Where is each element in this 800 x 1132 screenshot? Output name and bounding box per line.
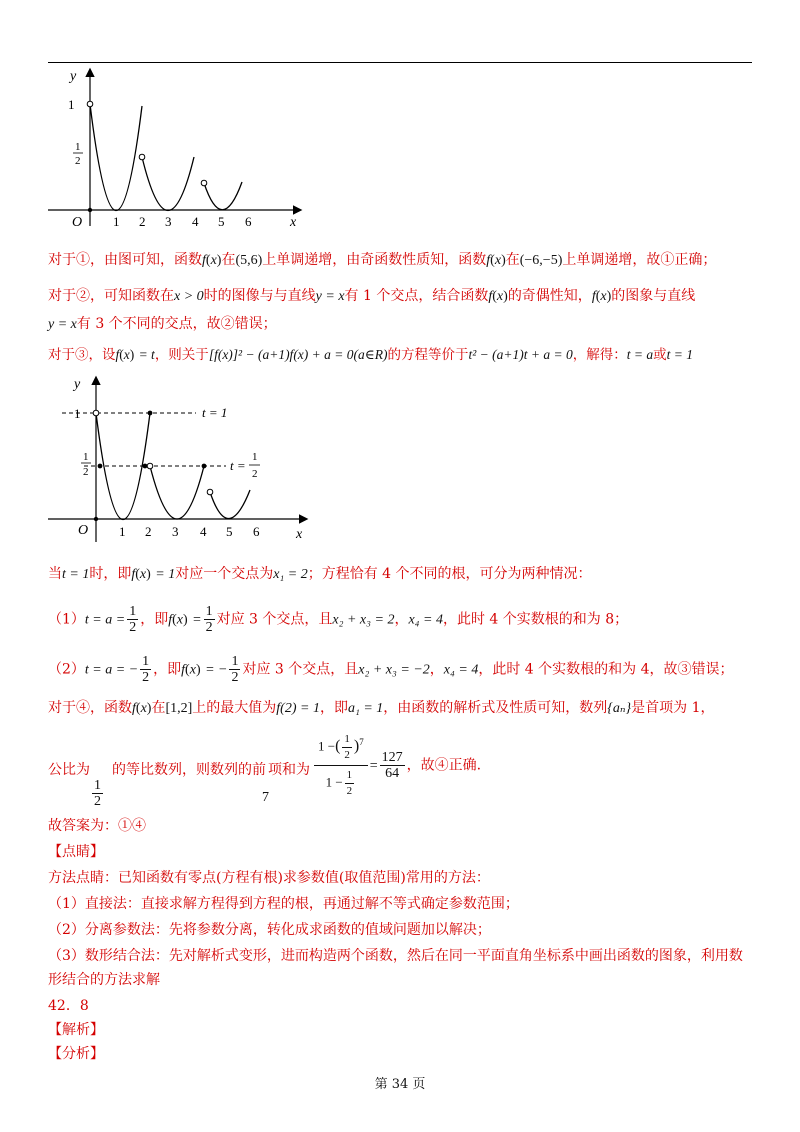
x-tick: 6: [245, 214, 252, 229]
page-footer: 第 34 页: [374, 1077, 426, 1092]
method-intro: 方法点睛：已知函数有零点(方程有根)求参数值(取值范围)常用的方法：: [48, 870, 490, 886]
intersection-point: [202, 464, 207, 469]
fraction-half: $\frac{1}{2}$: [129, 604, 137, 635]
origin-label: O: [78, 523, 89, 538]
y-tick-1: 1: [68, 97, 75, 112]
x-tick: 2: [145, 524, 152, 539]
x-tick: 4: [192, 214, 199, 229]
curve-segment-2: [150, 466, 204, 519]
x-axis-label: x: [296, 527, 303, 542]
closed-point: [88, 208, 92, 212]
intersection-point: [148, 411, 153, 416]
curve-segment-3: [210, 490, 250, 519]
answer-line: 故答案为：①④: [48, 818, 146, 834]
para-6-c: 项和为: [268, 762, 310, 778]
open-point: [87, 101, 93, 107]
para-6-n: 7: [262, 790, 269, 805]
open-point: [201, 180, 207, 186]
case-1: （1）t = a = $\frac{1}{2}$ ，即f(x) = $\frac{1}{2}$ 对应 3 个交点，且x₂ + x₃ = 2，x₄ = 4，此时 4 个实数根的和为 8；: [48, 604, 629, 635]
para-3: 对于③，设f(x) = t，则关于[f(x)]² − (a+1)f(x) + a = 0(a∈R)的方程等价于t² − (a+1)t + a = 0，解得：t = a或t = 1: [48, 347, 693, 363]
fraction-half: $\frac{1}{2}$: [231, 654, 239, 685]
y-axis-label: y: [70, 69, 77, 84]
closed-point: [94, 517, 98, 521]
line-t-half-label-prefix: t =: [230, 458, 246, 473]
x-tick: 5: [218, 214, 225, 229]
para-4: 当t = 1时，即f(x) = 1对应一个交点为x₁ = 2；方程恰有 4 个不同的根，可分为两种情况：: [48, 566, 592, 582]
case-2: （2）t = a = − $\frac{1}{2}$ ，即f(x) = − $\frac{1}{2}$ 对应 3 个交点，且x₂ + x₃ = −2，x₄ = 4，此时 4 个实数根的和为 4，故③错误；: [48, 654, 734, 685]
y-tick-1: 1: [74, 406, 81, 421]
para-2: 对于②，可知函数在x > 0时的图像与与直线y = x有 1 个交点，结合函数f(x)的奇偶性知，f(x)的图象与直线: [48, 288, 696, 304]
y-tick-half-den: 2: [75, 155, 81, 167]
open-point: [147, 463, 153, 469]
x-tick: 2: [139, 214, 146, 229]
origin-label: O: [72, 215, 83, 230]
y-tick-half-num: 1: [75, 141, 81, 153]
method-1: （1）直接法：直接求解方程得到方程的根，再通过解不等式确定参数范围；: [48, 896, 519, 912]
question-number: 42．8: [48, 998, 89, 1014]
intersection-point: [143, 464, 148, 469]
y-tick-half-den: 2: [83, 466, 89, 478]
y-axis-label: y: [74, 377, 81, 392]
x-tick: 1: [113, 214, 120, 229]
para-1: 对于①，由图可知，函数f(x)在(5,6)上单调递增，由奇函数性质知，函数f(x)在(−6,−5)上单调递增，故①正确；: [48, 252, 717, 268]
ratio-fraction: $\frac{1}{2}$: [94, 778, 101, 809]
fraction-half: $\frac{1}{2}$: [142, 654, 150, 685]
open-point: [207, 489, 213, 495]
x-tick: 1: [119, 524, 126, 539]
fraction-half: $\frac{1}{2}$: [205, 604, 213, 635]
jiexi-heading: 【解析】: [48, 1022, 104, 1038]
x-tick: 3: [165, 214, 172, 229]
x-tick: 3: [172, 524, 179, 539]
header-rule: [48, 62, 752, 63]
line-t-half-num: 1: [252, 451, 258, 463]
intersection-point: [98, 464, 103, 469]
curve-segment-1: [90, 104, 142, 211]
curve-segment-2: [142, 157, 194, 211]
para-2-cont: y = x有 3 个不同的交点，故②错误；: [48, 316, 277, 332]
function-graph-1: [44, 64, 314, 232]
open-point: [139, 154, 145, 160]
y-tick-half-num: 1: [83, 451, 89, 463]
para-6-b: 的等比数列，则数列的前: [112, 762, 266, 778]
x-tick: 5: [226, 524, 233, 539]
para-5: 对于④，函数f(x)在[1,2]上的最大值为f(2) = 1，即a₁ = 1，由函数的解析式及性质可知，数列{aₙ}是首项为 1，: [48, 700, 715, 716]
method-3-cont: 形结合的方法求解: [48, 972, 160, 988]
curve-segment-3: [204, 182, 242, 210]
open-point: [93, 410, 99, 416]
line-t-1-label: t = 1: [202, 405, 228, 420]
function-graph-2: [44, 372, 314, 544]
x-tick: 4: [200, 524, 207, 539]
dianjing-heading: 【点睛】: [48, 844, 104, 860]
x-tick: 6: [253, 524, 260, 539]
x-axis-label: x: [290, 215, 297, 230]
method-2: （2）分离参数法：先将参数分离，转化成求函数的值域问题加以解决；: [48, 922, 491, 938]
method-3: （3）数形结合法：先对解析式变形，进而构造两个函数，然后在同一平面直角坐标系中画出函数的图象，利用数: [48, 948, 743, 964]
para-6-a: 公比为: [48, 762, 90, 778]
fenxi-heading: 【分析】: [48, 1046, 104, 1062]
sum-fraction: 1 −( $\frac{1}{2}$ )$^7$ 1 − $\frac{1}{2}$ = $\frac{127}{64}$ ，故④正确.: [312, 730, 481, 801]
line-t-half-den: 2: [252, 468, 258, 480]
